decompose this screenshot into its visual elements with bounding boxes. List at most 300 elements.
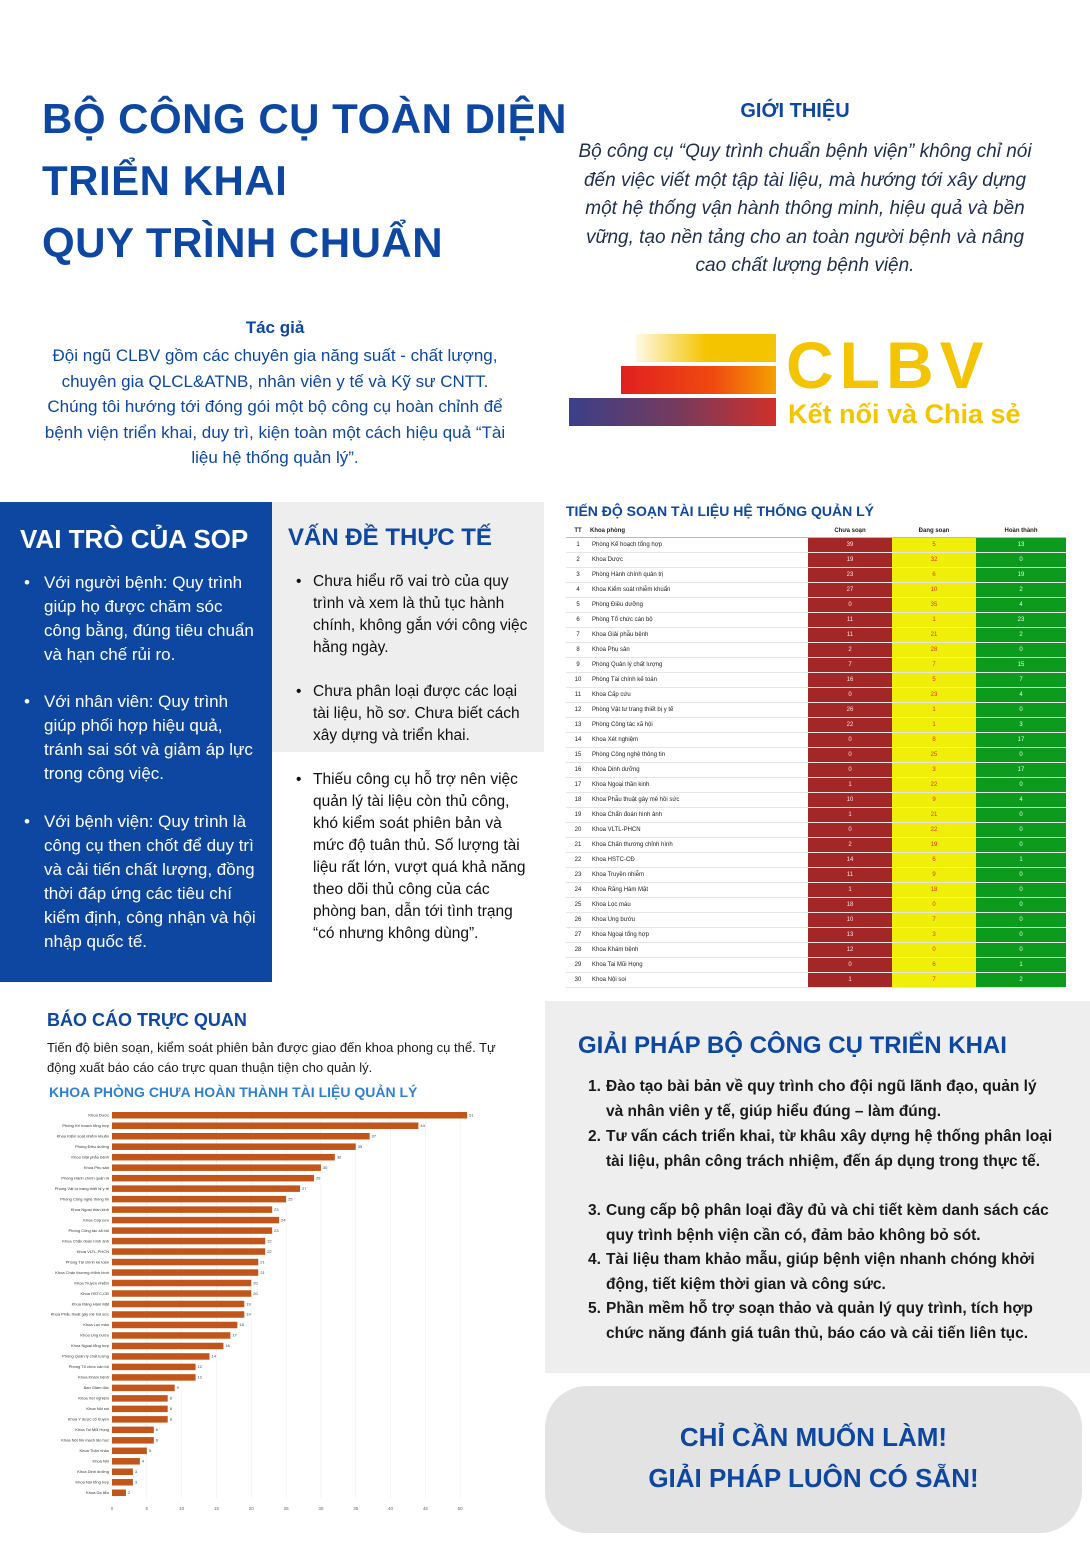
done-count: 15 [976, 657, 1066, 672]
bar-value-label: 3 [134, 1479, 138, 1485]
slogan-line-2: GIẢI PHÁP LUÔN CÓ SẴN! [648, 1463, 979, 1493]
sop-heading: VAI TRÒ CỦA SOP [20, 524, 249, 554]
category-label: Khoa Truyền nhiễm [74, 1280, 109, 1286]
solution-item-text: Cung cấp bộ phân loại đầy đủ và chi tiết kèm danh sách các quy trình bệnh viện cần có, đảm bảo không bỏ sót. [606, 1202, 1049, 1244]
bar-value-label: 21 [260, 1259, 265, 1265]
bar-value-label: 16 [225, 1343, 230, 1349]
not-started-count: 18 [808, 897, 892, 912]
bar [112, 1448, 147, 1455]
department-name: Phòng Kế hoạch tổng hợp [590, 537, 808, 552]
row-number: 14 [566, 732, 590, 747]
table-row [566, 582, 1066, 597]
sop-item [26, 690, 256, 786]
department-name: Phòng Công tác xã hội [590, 717, 808, 732]
row-number: 30 [566, 972, 590, 987]
bar-value-label: 19 [246, 1311, 251, 1317]
in-progress-count: 18 [892, 882, 976, 897]
in-progress-count: 6 [892, 852, 976, 867]
in-progress-count: 23 [892, 687, 976, 702]
bar-value-label: 21 [260, 1269, 265, 1275]
sop-item-text: • Với nhân viên: Quy trình giúp phối hợp hiệu quả, tránh sai sót và giảm áp lực trong công việc. [44, 692, 253, 783]
solution-item [588, 1075, 1053, 1125]
category-label: Khoa Phẫu thuật gây mê hồi sức [50, 1311, 109, 1317]
progress-table-title: TIẾN ĐỘ SOẠN TÀI LIỆU HỆ THỐNG QUẢN LÝ [566, 503, 875, 519]
done-count: 0 [976, 747, 1066, 762]
solution-item-text: Tư vấn cách triển khai, từ khâu xây dựng hệ thống phân loại tài liệu, phân công trách nhiệm, đến áp dụng trong thực tế. [606, 1128, 1053, 1170]
logo-bar-red [621, 366, 776, 394]
bar-value-label: 3 [134, 1469, 138, 1475]
department-name: Phòng Điều dưỡng [590, 597, 808, 612]
logo-name: CLBV [786, 328, 990, 402]
in-progress-count: 21 [892, 627, 976, 642]
department-name: Khoa Lọc máu [590, 897, 808, 912]
bar-value-label: 32 [336, 1154, 342, 1160]
not-started-count: 26 [808, 702, 892, 717]
done-count: 2 [976, 627, 1066, 642]
table-row [566, 552, 1066, 567]
row-number: 2 [566, 552, 590, 567]
done-count: 0 [976, 927, 1066, 942]
table-row [566, 807, 1066, 822]
bar-value-label: 18 [239, 1322, 244, 1328]
department-name: Khoa Tai Mũi Họng [590, 957, 808, 972]
done-count: 1 [976, 852, 1066, 867]
row-number: 5 [566, 597, 590, 612]
department-name: Khoa Răng Hàm Mặt [590, 882, 808, 897]
category-label: Khoa Chẩn đoán hình ảnh [62, 1238, 109, 1244]
slogan-line-1: CHỈ CẦN MUỐN LÀM! [679, 1422, 948, 1452]
table-row [566, 912, 1066, 927]
category-label: Khoa Giải phẫu bệnh [71, 1154, 109, 1160]
category-label: Khoa Kiểm soát nhiễm khuẩn [56, 1133, 109, 1139]
slogan-box [545, 1386, 1082, 1533]
row-number: 1 [566, 537, 590, 552]
done-count: 1 [976, 957, 1066, 972]
bar-value-label: 9 [176, 1385, 179, 1391]
department-name: Khoa Ngoại tổng hợp [590, 927, 808, 942]
table-row [566, 837, 1066, 852]
bar-value-label: 35 [357, 1143, 363, 1149]
not-started-count: 11 [808, 627, 892, 642]
department-name: Phòng Vật tư trang thiết bị y tế [590, 702, 808, 717]
not-started-count: 1 [808, 807, 892, 822]
report-heading: BÁO CÁO TRỰC QUAN [47, 1010, 247, 1030]
bar [112, 1479, 133, 1486]
bar-value-label: 37 [371, 1133, 377, 1139]
bar [112, 1133, 370, 1140]
category-label: Khoa Chấn thương chỉnh hình [55, 1269, 109, 1275]
not-started-count: 11 [808, 612, 892, 627]
in-progress-count: 0 [892, 897, 976, 912]
category-label: Phòng Công nghệ thông tin [60, 1196, 109, 1202]
bar-value-label: 6 [155, 1437, 159, 1443]
bar [112, 1227, 272, 1234]
table-row [566, 852, 1066, 867]
row-number: 21 [566, 837, 590, 852]
done-count: 0 [976, 777, 1066, 792]
bar [112, 1112, 467, 1119]
bar [112, 1385, 175, 1392]
in-progress-count: 7 [892, 657, 976, 672]
not-started-count: 1 [808, 777, 892, 792]
in-progress-count: 1 [892, 612, 976, 627]
in-progress-count: 9 [892, 792, 976, 807]
not-started-count: 0 [808, 597, 892, 612]
category-label: Khoa Lọc máu [83, 1322, 109, 1328]
not-started-count: 0 [808, 957, 892, 972]
not-started-count: 1 [808, 882, 892, 897]
not-started-count: 10 [808, 912, 892, 927]
department-name: Phòng Tài chính kế toán [590, 672, 808, 687]
done-count: 13 [976, 537, 1066, 552]
sop-item-text: • Với bệnh viện: Quy trình là công cụ then chốt để duy trì và cải tiến chất lượng, đồng thời đáp ứng các tiêu chí kiểm định, công nhận và hội nhập quốc tế. [44, 812, 256, 951]
issue-item [296, 571, 536, 659]
category-label: Khoa Dược [88, 1112, 109, 1118]
bar-chart [40, 1106, 510, 1522]
department-name: Phòng Tổ chức cán bộ [590, 612, 808, 627]
category-label: Phòng Hành chính quản trị [61, 1175, 109, 1181]
issue-item [296, 769, 536, 945]
table-row [566, 657, 1066, 672]
department-name: Khoa VLTL-PHCN [590, 822, 808, 837]
table-row [566, 792, 1066, 807]
solution-heading: GIẢI PHÁP BỘ CÔNG CỤ TRIỂN KHAI [578, 1032, 1007, 1059]
col-header-not-started: Chưa soạn [808, 526, 892, 537]
issues-heading: VẤN ĐỀ THỰC TẾ [288, 524, 492, 551]
not-started-count: 16 [808, 672, 892, 687]
bar [112, 1290, 251, 1297]
bar-value-label: 12 [197, 1364, 203, 1370]
intro-text: Bộ công cụ “Quy trình chuẩn bệnh viện” không chỉ nói đến việc viết một tập tài liệu, mà hướng tới xây dựng một hệ thống vận hành thông minh, hiệu quả và bền vững, tạo nền tảng cho an toàn người bệnh và nâng cao chất lượng bệnh viện. [578, 141, 1032, 276]
x-tick-label: 5 [145, 1506, 149, 1511]
done-count: 0 [976, 822, 1066, 837]
row-number: 19 [566, 807, 590, 822]
logo-bar-navy [569, 398, 776, 426]
done-count: 7 [976, 672, 1066, 687]
x-tick-label: 15 [213, 1506, 219, 1511]
intro-heading: GIỚI THIỆU [740, 100, 850, 122]
department-name: Khoa Phụ sản [590, 642, 808, 657]
bar-value-label: 5 [148, 1448, 152, 1454]
bar-value-label: 17 [232, 1332, 237, 1338]
solution-item-text: Đào tạo bài bản về quy trình cho đội ngũ lãnh đạo, quản lý và nhân viên y tế, giúp hiểu đúng – làm đúng. [606, 1078, 1037, 1120]
solution-item-text: Phần mềm hỗ trợ soạn thảo và quản lý quy trình, tích hợp chức năng đánh giá tuân thủ, báo cáo và cải tiến liên tục. [606, 1300, 1033, 1342]
department-name: Khoa HSTC-CĐ [590, 852, 808, 867]
in-progress-count: 25 [892, 747, 976, 762]
col-header-tt: TT [566, 526, 590, 537]
row-number: 6 [566, 612, 590, 627]
department-name: Phòng Quản lý chất lượng [590, 657, 808, 672]
done-count: 0 [976, 942, 1066, 957]
x-tick-label: 30 [318, 1506, 324, 1511]
solution-item-number: 4. [588, 1251, 601, 1268]
table-row [566, 867, 1066, 882]
row-number: 15 [566, 747, 590, 762]
not-started-count: 2 [808, 642, 892, 657]
department-name: Khoa Chẩn đoán hình ảnh [590, 807, 808, 822]
table-row [566, 732, 1066, 747]
department-name: Khoa Dinh dưỡng [590, 762, 808, 777]
department-name: Khoa Truyền nhiễm [590, 867, 808, 882]
in-progress-count: 5 [892, 672, 976, 687]
bar-value-label: 51 [469, 1112, 474, 1118]
done-count: 4 [976, 687, 1066, 702]
issue-item-text: • Thiếu công cụ hỗ trợ nên việc quản lý tài liệu còn thủ công, khó kiểm soát phiên bản và mức độ tuân thủ. Số lượng tài liệu rất lớn, vượt quá khả năng theo dõi thủ công của các phòng ban, dẫn tới tình trạng “có nhưng không dùng”. [313, 771, 526, 942]
col-header-department: Khoa phòng [590, 526, 808, 537]
in-progress-count: 8 [892, 732, 976, 747]
x-tick-label: 0 [110, 1506, 114, 1511]
category-label: Khoa Y dược cổ truyền [67, 1416, 109, 1422]
row-number: 24 [566, 882, 590, 897]
row-number: 10 [566, 672, 590, 687]
category-label: Khoa Cấp cứu [83, 1217, 109, 1223]
row-number: 9 [566, 657, 590, 672]
title-line-3: QUY TRÌNH CHUẨN [42, 219, 444, 266]
bar-value-label: 30 [322, 1164, 328, 1170]
category-label: Khoa Ngoại tổng hợp [71, 1343, 109, 1349]
table-row [566, 777, 1066, 792]
bar [112, 1353, 209, 1360]
in-progress-count: 1 [892, 717, 976, 732]
table-row [566, 597, 1066, 612]
department-name: Khoa Khám bệnh [590, 942, 808, 957]
bar-value-label: 23 [274, 1227, 279, 1233]
x-tick-label: 25 [283, 1506, 289, 1511]
category-label: Khoa Khám bệnh [78, 1374, 109, 1380]
bar [112, 1490, 126, 1497]
not-started-count: 23 [808, 567, 892, 582]
department-name: Phòng Hành chính quản trị [590, 567, 808, 582]
row-number: 28 [566, 942, 590, 957]
category-label: Khoa Xét nghiệm [78, 1395, 109, 1401]
bar-value-label: 8 [169, 1416, 172, 1422]
table-row [566, 882, 1066, 897]
row-number: 22 [566, 852, 590, 867]
done-count: 17 [976, 732, 1066, 747]
bar [112, 1143, 356, 1150]
bar-chart-title: KHOA PHÒNG CHƯA HOÀN THÀNH TÀI LIỆU QUẢN LÝ [49, 1084, 418, 1100]
bar-value-label: 14 [211, 1353, 216, 1359]
done-count: 4 [976, 792, 1066, 807]
in-progress-count: 19 [892, 837, 976, 852]
bar-value-label: 8 [169, 1395, 172, 1401]
row-number: 26 [566, 912, 590, 927]
table-row [566, 687, 1066, 702]
bar-value-label: 29 [315, 1175, 321, 1181]
category-label: Khoa Răng Hàm Mặt [71, 1301, 109, 1307]
bar [112, 1154, 335, 1161]
in-progress-count: 10 [892, 582, 976, 597]
x-tick-label: 45 [422, 1506, 428, 1511]
done-count: 0 [976, 837, 1066, 852]
table-row [566, 642, 1066, 657]
bar [112, 1206, 272, 1213]
solution-item [588, 1297, 1053, 1347]
bar [112, 1196, 286, 1203]
sop-item-text: • Với người bệnh: Quy trình giúp họ được chăm sóc công bằng, đúng tiêu chuẩn và hạn chế rủi ro. [44, 573, 254, 664]
category-label: Ban Giám đốc [83, 1385, 109, 1391]
in-progress-count: 22 [892, 777, 976, 792]
done-count: 19 [976, 567, 1066, 582]
bar [112, 1248, 265, 1255]
table-body [566, 537, 1066, 987]
row-number: 23 [566, 867, 590, 882]
table-row [566, 702, 1066, 717]
in-progress-count: 7 [892, 972, 976, 987]
done-count: 2 [976, 582, 1066, 597]
category-label: Phòng Tổ chức cán bộ [68, 1364, 109, 1370]
x-tick-label: 40 [388, 1506, 394, 1511]
not-started-count: 0 [808, 687, 892, 702]
table-row [566, 762, 1066, 777]
department-name: Khoa Cấp cứu [590, 687, 808, 702]
category-label: Phòng Vật tư trang thiết bị y tế [54, 1185, 109, 1191]
department-name: Khoa Ung bướu [590, 912, 808, 927]
category-label: Khoa Thận nhân [79, 1448, 109, 1454]
row-number: 18 [566, 792, 590, 807]
bar [112, 1259, 258, 1266]
not-started-count: 27 [808, 582, 892, 597]
author-text: Đội ngũ CLBV gồm các chuyên gia năng suất - chất lượng, chuyên gia QLCL&ATNB, nhân viên y tế và Kỹ sư CNTT. Chúng tôi hướng tới đóng gói một bộ công cụ hoàn chỉnh để bệnh viện triển khai, duy trì, kiện toàn một cách hiệu quả “Tài liệu hệ thống quản lý”. [44, 346, 506, 468]
category-label: Phòng Điều dưỡng [75, 1143, 109, 1149]
bar [112, 1427, 154, 1434]
solution-item-number: 1. [588, 1078, 601, 1095]
bar [112, 1374, 196, 1381]
done-count: 17 [976, 762, 1066, 777]
table-row [566, 612, 1066, 627]
done-count: 0 [976, 552, 1066, 567]
done-count: 0 [976, 897, 1066, 912]
bar-value-label: 44 [420, 1122, 425, 1128]
department-name: Khoa Ngoại thần kinh [590, 777, 808, 792]
bar [112, 1364, 196, 1371]
row-number: 20 [566, 822, 590, 837]
clbv-logo [566, 326, 1066, 436]
table-row [566, 822, 1066, 837]
row-number: 27 [566, 927, 590, 942]
done-count: 0 [976, 807, 1066, 822]
department-name: Khoa Kiểm soát nhiễm khuẩn [590, 582, 808, 597]
not-started-count: 2 [808, 837, 892, 852]
solution-item-number: 5. [588, 1300, 601, 1317]
bar [112, 1164, 321, 1171]
department-name: Khoa Giải phẫu bệnh [590, 627, 808, 642]
category-label: Khoa Ngoại thần kinh [70, 1206, 109, 1212]
sop-item [26, 571, 256, 667]
done-count: 0 [976, 867, 1066, 882]
category-label: Phòng Quản lý chất lượng [62, 1353, 109, 1359]
done-count: 0 [976, 882, 1066, 897]
in-progress-count: 6 [892, 957, 976, 972]
category-label: Khoa Nội tổng hợp [75, 1479, 109, 1485]
table-row [566, 627, 1066, 642]
done-count: 23 [976, 612, 1066, 627]
x-tick-label: 20 [248, 1506, 254, 1511]
department-name: Khoa Dược [590, 552, 808, 567]
row-number: 17 [566, 777, 590, 792]
bar [112, 1437, 154, 1444]
author-heading: Tác giả [245, 318, 305, 337]
category-label: Phòng Kế hoạch tổng hợp [62, 1122, 109, 1128]
not-started-count: 19 [808, 552, 892, 567]
not-started-count: 39 [808, 537, 892, 552]
bar [112, 1395, 168, 1402]
row-number: 8 [566, 642, 590, 657]
category-label: Khoa Nội tim mạch lão học [61, 1437, 109, 1443]
row-number: 13 [566, 717, 590, 732]
x-tick-label: 50 [457, 1506, 463, 1511]
title-line-2: TRIỂN KHAI [42, 157, 288, 204]
category-label: Khoa Da liễu [86, 1490, 109, 1496]
in-progress-count: 5 [892, 537, 976, 552]
done-count: 2 [976, 972, 1066, 987]
category-label: Khoa Nội soi [86, 1406, 109, 1412]
bar [112, 1238, 265, 1245]
bar [112, 1269, 258, 1276]
logo-tagline: Kết nối và Chia sẻ [788, 399, 1021, 429]
in-progress-count: 3 [892, 927, 976, 942]
solution-item [588, 1248, 1053, 1298]
bar-value-label: 24 [281, 1217, 286, 1223]
department-name: Khoa Nội soi [590, 972, 808, 987]
bar [112, 1280, 251, 1287]
logo-bar-yellow [636, 334, 776, 362]
row-number: 4 [566, 582, 590, 597]
category-label: Khoa Dinh dưỡng [77, 1469, 109, 1475]
not-started-count: 0 [808, 732, 892, 747]
department-name: Khoa Xét nghiệm [590, 732, 808, 747]
bar [112, 1322, 237, 1329]
department-name: Khoa Phẫu thuật gây mê hồi sức [590, 792, 808, 807]
not-started-count: 0 [808, 747, 892, 762]
table-row [566, 957, 1066, 972]
bar-value-label: 2 [127, 1490, 131, 1496]
bar-value-label: 6 [155, 1427, 159, 1433]
table-row [566, 942, 1066, 957]
row-number: 16 [566, 762, 590, 777]
in-progress-count: 1 [892, 702, 976, 717]
bar [112, 1343, 223, 1350]
done-count: 0 [976, 912, 1066, 927]
in-progress-count: 32 [892, 552, 976, 567]
report-description: Tiến độ biên soạn, kiểm soát phiên bản được giao đến khoa phong cụ thể. Tự động xuất báo cáo cáo trực quan thuận tiện cho quản lý. [47, 1040, 496, 1075]
table-row [566, 927, 1066, 942]
col-header-done: Hoàn thành [976, 526, 1066, 537]
row-number: 3 [566, 567, 590, 582]
category-label: Phòng Công tác xã hội [68, 1227, 109, 1233]
not-started-count: 7 [808, 657, 892, 672]
bar-value-label: 27 [302, 1185, 307, 1191]
bar [112, 1311, 244, 1318]
not-started-count: 14 [808, 852, 892, 867]
done-count: 3 [976, 717, 1066, 732]
in-progress-count: 3 [892, 762, 976, 777]
bar-value-label: 4 [141, 1458, 145, 1464]
table-row [566, 747, 1066, 762]
bar-value-label: 23 [274, 1206, 279, 1212]
title-line-1: BỘ CÔNG CỤ TOÀN DIỆN [42, 95, 567, 142]
bar-value-label: 12 [197, 1374, 203, 1380]
issue-item [296, 681, 536, 747]
bar-value-label: 8 [169, 1406, 172, 1412]
bar [112, 1469, 133, 1476]
bar [112, 1416, 168, 1423]
bar [112, 1406, 168, 1413]
bar-value-label: 22 [267, 1238, 272, 1244]
in-progress-count: 9 [892, 867, 976, 882]
in-progress-count: 7 [892, 912, 976, 927]
category-label: Khoa Ung bướu [80, 1332, 109, 1338]
